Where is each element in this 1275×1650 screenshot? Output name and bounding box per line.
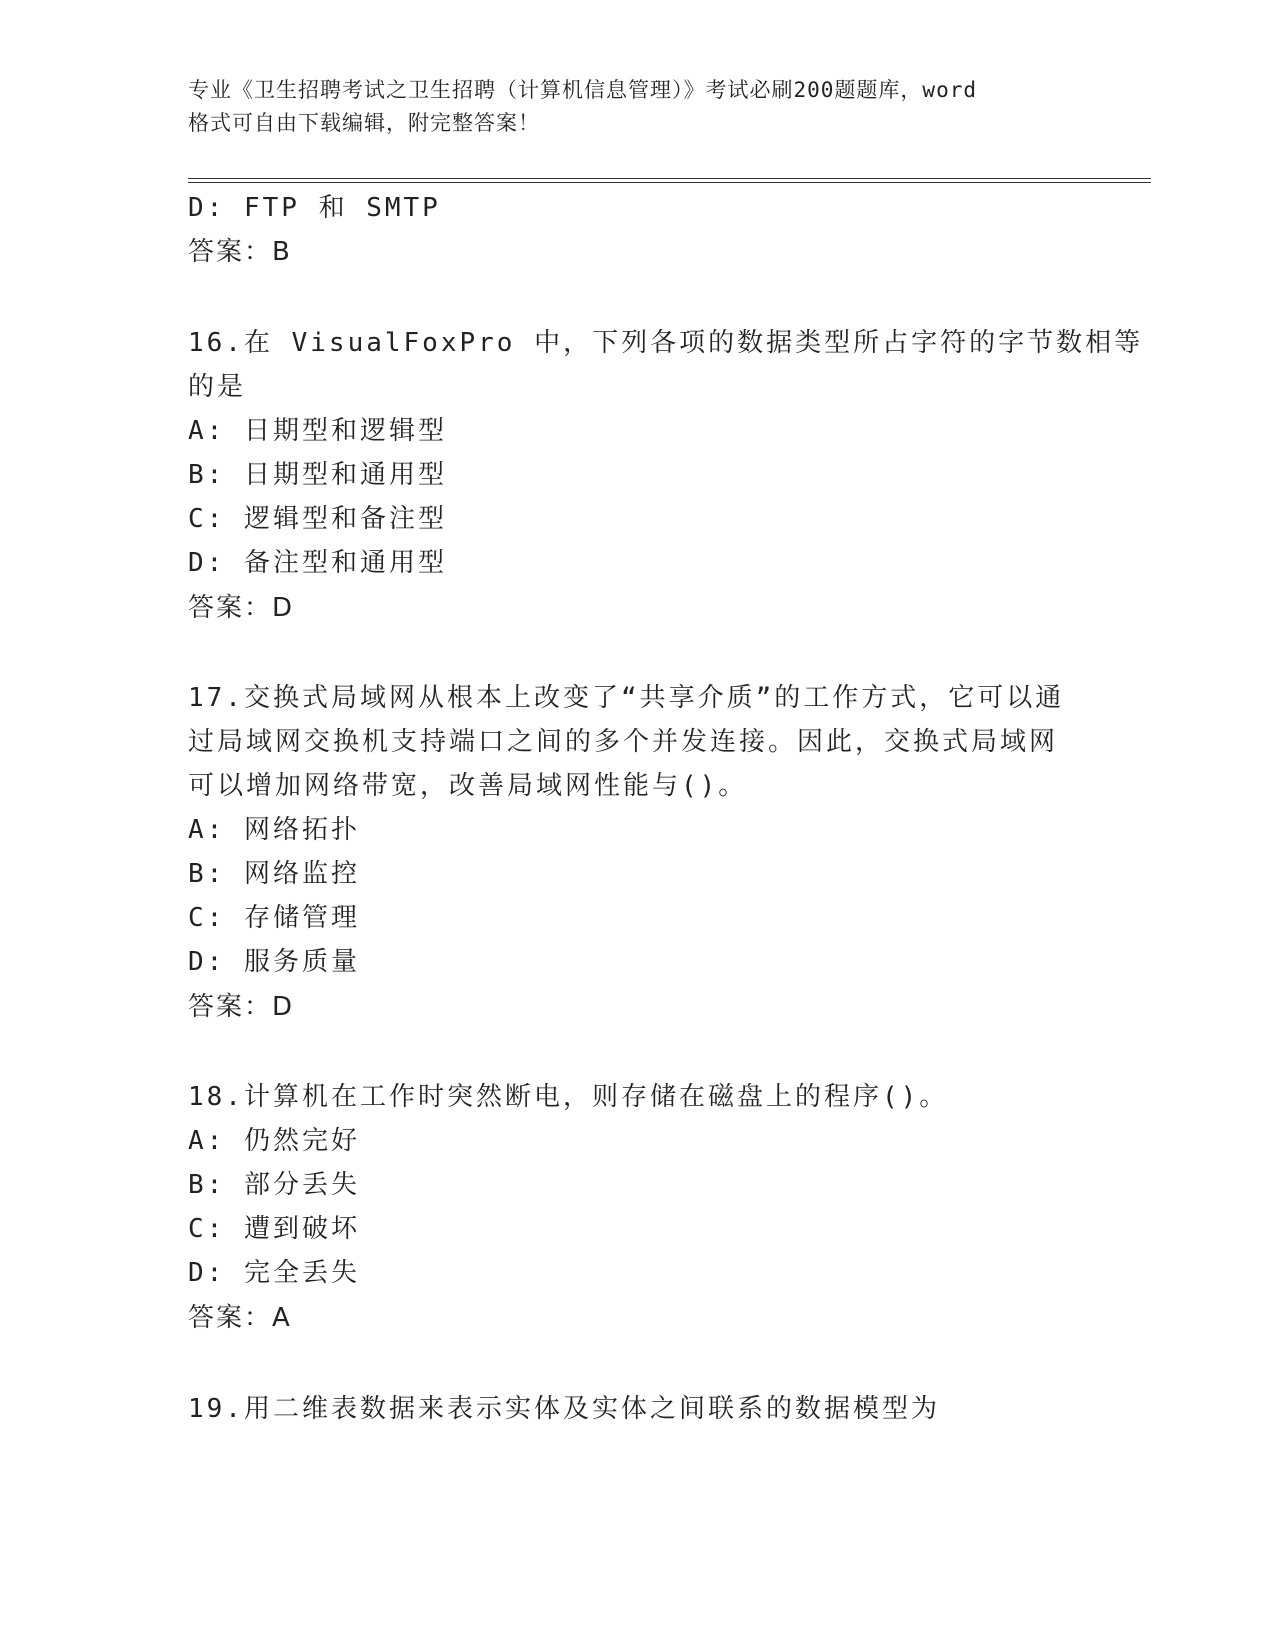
q16-stem-line2: 的是 [188, 372, 247, 402]
q18-answer: 答案：A [188, 1303, 292, 1333]
header-title-line2: 格式可自由下载编辑，附完整答案！ [188, 111, 540, 135]
document-header [188, 74, 1088, 140]
q16-option-c: C: 逻辑型和备注型 [188, 504, 447, 534]
q17-answer: 答案：D [188, 992, 295, 1022]
q19-stem-line1: 19.用二维表数据来表示实体及实体之间联系的数据模型为 [188, 1394, 940, 1424]
q15-answer: 答案：B [188, 237, 292, 267]
q15-option-d: D: FTP 和 SMTP [188, 193, 441, 223]
q17-stem-line3: 可以增加网络带宽，改善局域网性能与()。 [188, 771, 748, 801]
q17-stem-line1: 17.交换式局域网从根本上改变了“共享介质”的工作方式，它可以通 [188, 683, 1065, 713]
q18-option-b: B: 部分丢失 [188, 1170, 360, 1200]
q16-stem-line1: 16.在 VisualFoxPro 中，下列各项的数据类型所占字符的字节数相等 [188, 328, 1144, 358]
q18-option-a: A: 仍然完好 [188, 1126, 360, 1156]
q16-option-d: D: 备注型和通用型 [188, 548, 447, 578]
q18-stem-line1: 18.计算机在工作时突然断电，则存储在磁盘上的程序()。 [188, 1082, 949, 1112]
header-title-line1: 专业《卫生招聘考试之卫生招聘（计算机信息管理）》考试必刷200题题库，word [188, 78, 977, 102]
q17-option-b: B: 网络监控 [188, 859, 360, 889]
q17-stem-line2: 过局域网交换机支持端口之间的多个并发连接。因此，交换式局域网 [188, 727, 1059, 757]
q16-option-b: B: 日期型和通用型 [188, 460, 447, 490]
q18-option-d: D: 完全丢失 [188, 1258, 360, 1288]
q16-option-a: A: 日期型和逻辑型 [188, 416, 447, 446]
q17-option-d: D: 服务质量 [188, 947, 360, 977]
q16-answer: 答案：D [188, 593, 295, 623]
q17-option-c: C: 存储管理 [188, 903, 360, 933]
q18-option-c: C: 遭到破坏 [188, 1214, 360, 1244]
q17-option-a: A: 网络拓扑 [188, 815, 360, 845]
header-divider-top [188, 178, 1151, 179]
header-divider-bottom [188, 182, 1151, 183]
